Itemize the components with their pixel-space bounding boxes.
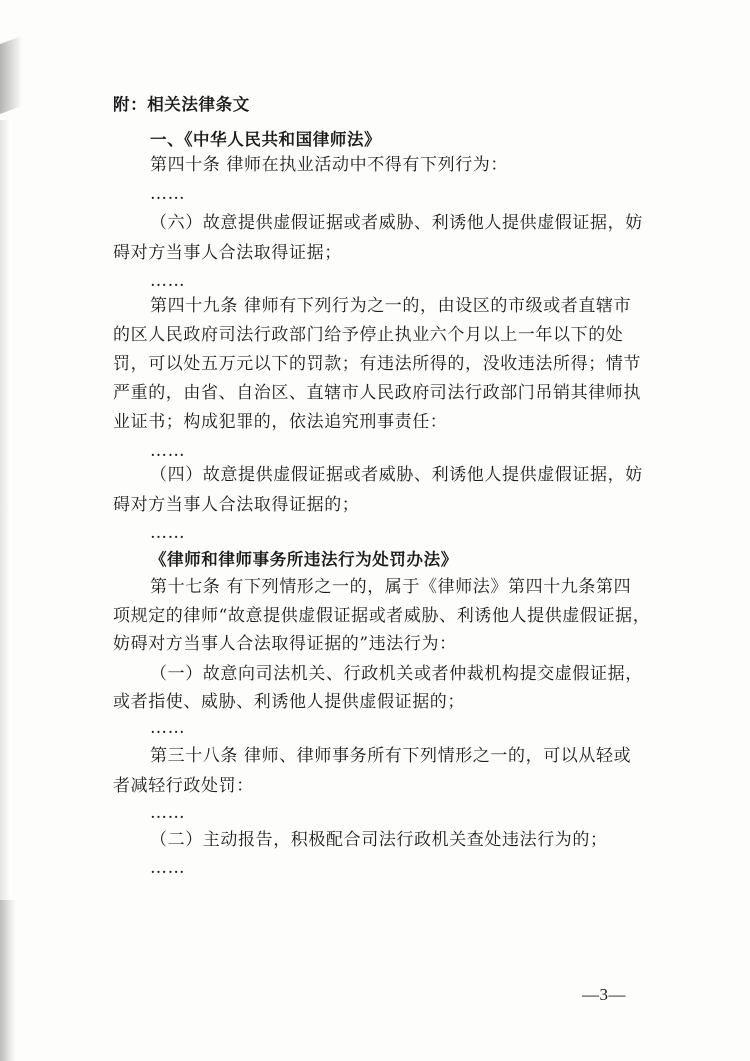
section-title-lawyers-law: 一、《中华人民共和国律师法》 bbox=[150, 130, 382, 149]
article-38-text: 者减轻行政处罚： bbox=[113, 776, 254, 796]
article-49-text: 严重的，由省、自治区、直辖市人民政府司法行政部门吊销其律师执 bbox=[113, 383, 641, 403]
article-17-text: 项规定的律师“故意提供虚假证据或者威胁、利诱他人提供虚假证据， bbox=[113, 606, 651, 626]
article-17-text: 妨碍对方当事人合法取得证据的”违法行为： bbox=[113, 634, 457, 654]
ellipsis: …… bbox=[150, 858, 186, 878]
article-49-text: 罚，可以处五万元以下的罚款；有违法所得的，没收违法所得；情节 bbox=[113, 354, 641, 374]
article-40-item-6-cont: 碍对方当事人合法取得证据； bbox=[113, 243, 342, 263]
article-49-text: 业证书；构成犯罪的，依法追究刑事责任： bbox=[113, 412, 448, 432]
ellipsis: …… bbox=[150, 803, 186, 823]
ellipsis: …… bbox=[150, 271, 186, 291]
ellipsis: …… bbox=[150, 184, 186, 204]
article-38-text: 第三十八条 律师、律师事务所有下列情形之一的，可以从轻或 bbox=[150, 746, 632, 766]
ellipsis: …… bbox=[150, 523, 186, 543]
ellipsis: …… bbox=[150, 718, 186, 738]
article-17-text: 第十七条 有下列情形之一的，属于《律师法》第四十九条第四 bbox=[150, 577, 632, 597]
article-49-item-4: （四）故意提供虚假证据或者威胁、利诱他人提供虚假证据，妨 bbox=[150, 465, 643, 485]
ellipsis: …… bbox=[150, 441, 186, 461]
article-49-text: 的区人民政府司法行政部门给予停止执业六个月以上一年以下的处 bbox=[113, 325, 624, 345]
article-40-item-6: （六）故意提供虚假证据或者威胁、利诱他人提供虚假证据，妨 bbox=[150, 213, 643, 233]
article-17-item-1: （一）故意向司法机关、行政机关或者仲裁机构提交虚假证据， bbox=[150, 664, 643, 684]
scan-edge-shadow bbox=[0, 900, 16, 1061]
article-49-text: 第四十九条 律师有下列行为之一的，由设区的市级或者直辖市 bbox=[150, 296, 632, 316]
article-49-item-4-cont: 碍对方当事人合法取得证据的； bbox=[113, 495, 360, 515]
article-40-intro: 第四十条 律师在执业活动中不得有下列行为： bbox=[150, 155, 509, 175]
page-number: —3— bbox=[582, 985, 626, 1004]
appendix-title: 附：相关法律条文 bbox=[113, 95, 250, 114]
scan-edge-shadow bbox=[0, 36, 22, 114]
section-title-penalty-measures: 《律师和律师事务所违法行为处罚办法》 bbox=[150, 550, 458, 569]
article-17-item-1-cont: 或者指使、威胁、利诱他人提供虚假证据的； bbox=[113, 692, 465, 712]
article-38-item-2: （二）主动报告，积极配合司法行政机关查处违法行为的； bbox=[150, 830, 608, 850]
